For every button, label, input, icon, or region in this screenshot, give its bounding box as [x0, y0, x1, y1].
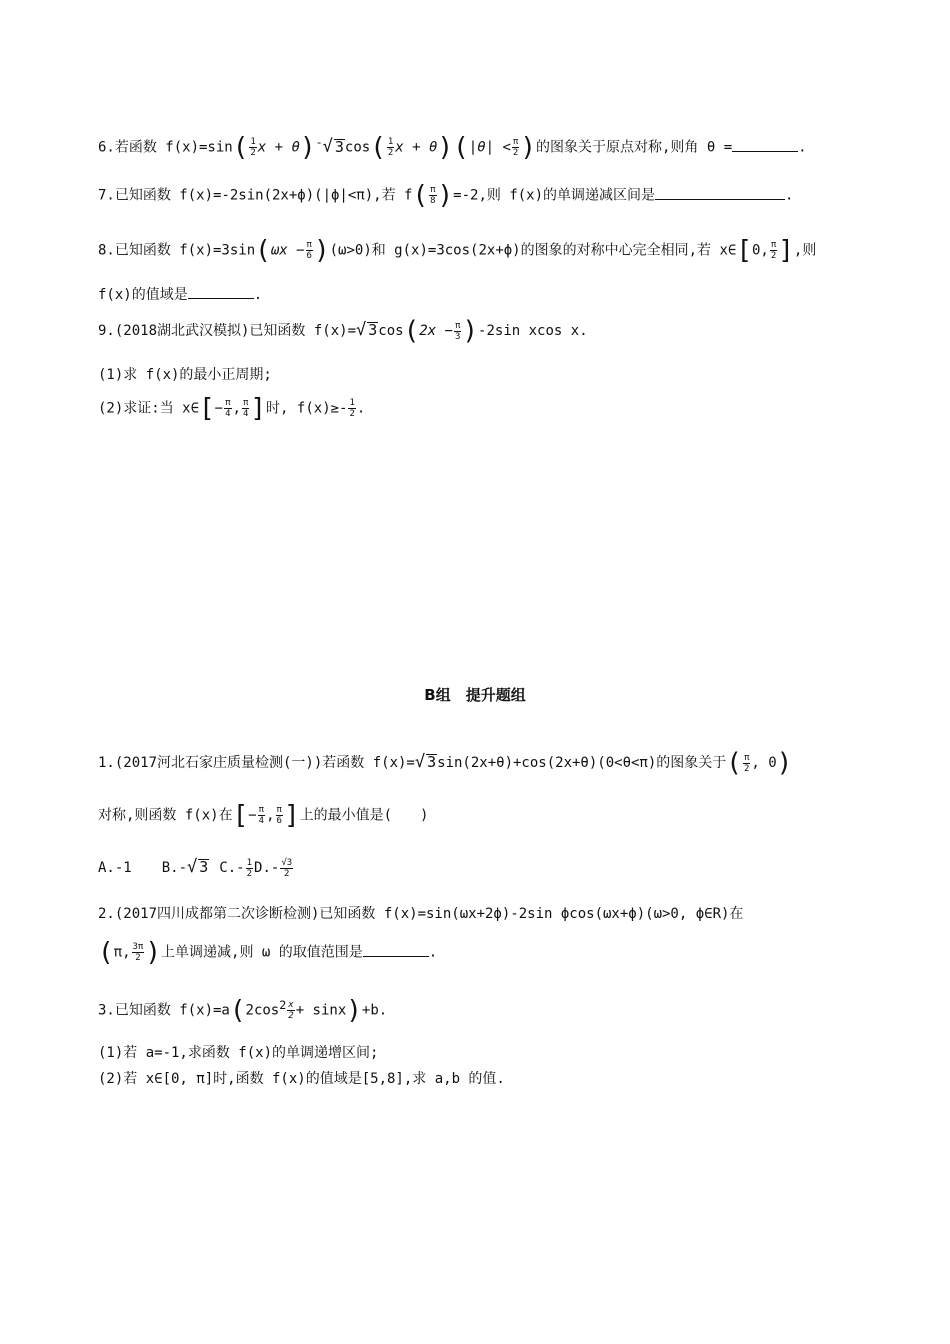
- q9-lead: 9.(2018湖北武汉模拟)已知函数 f(x)=: [98, 323, 357, 339]
- answer-blank[interactable]: [732, 138, 798, 152]
- q6-cos: cos: [344, 139, 371, 156]
- fraction: $\frac{\pi}{4}$: [242, 398, 249, 419]
- fraction: $\frac{\pi}{6}$: [306, 240, 312, 261]
- q8-interval: 0,: [751, 242, 769, 259]
- q6-minus: -: [315, 135, 323, 149]
- radical-icon: √: [187, 857, 198, 877]
- q8-arg: ωx −: [270, 242, 305, 259]
- fraction: $\frac{x}{2}$: [288, 1000, 294, 1022]
- answer-blank[interactable]: [188, 285, 254, 299]
- question-8-line-2: f(x)的值域是 .: [98, 287, 263, 303]
- b-question-1-line-2: 对称,则函数 f(x)在[− $\frac{\pi}{4}$ , $\frac{\pi}{6}$ ]上的最小值是( ): [98, 800, 429, 831]
- question-9-part-1: (1)求 f(x)的最小正周期;: [98, 367, 272, 383]
- radical-icon: √: [322, 136, 333, 157]
- paren: (: [232, 132, 249, 163]
- question-9: 9.(2018湖北武汉模拟)已知函数 f(x)=√ 3cos(2x − $\frac{\pi}{3}$ )-2sin xcos x.: [98, 316, 588, 346]
- sqrt-value: 3: [368, 321, 378, 339]
- q7-lead: 7.已知函数 f(x)=-2sin(2x+ϕ)(|ϕ|<π),若 f: [98, 187, 413, 204]
- fraction: $\frac{\pi}{3}$: [454, 320, 461, 342]
- fraction: $\frac{\pi}{2}$: [770, 240, 777, 261]
- q8-tail: ,则: [793, 242, 817, 259]
- q6-tail: 的图象关于原点对称,则角 θ =: [536, 139, 733, 156]
- fraction: $\frac{1}{2}$: [250, 137, 256, 159]
- fraction: $\frac{\pi}{8}$: [430, 185, 436, 206]
- sqrt-value: 3: [427, 753, 437, 771]
- fraction: $\frac{1}{2}$: [349, 398, 355, 419]
- fraction: $\frac{\pi}{4}$: [225, 398, 231, 419]
- option-b[interactable]: B.-√ 3: [161, 857, 209, 877]
- fraction: $\frac{1}{2}$: [387, 137, 394, 159]
- b-question-2-line-2: (π, $\frac{3\pi}{2}$ )上单调递减,则 ω 的取值范围是 .: [98, 937, 438, 968]
- question-9-part-2: (2)求证:当 x∈[− $\frac{\pi}{4}$ , $\frac{\pi}{4}$ ]时, f(x)≥- $\frac{1}{2}$ .: [98, 393, 366, 424]
- q8-mid: (ω>0)和 g(x)=3cos(2x+ϕ)的图象的对称中心完全相同,若 x∈: [329, 242, 737, 259]
- b-question-2: 2.(2017四川成都第二次诊断检测)已知函数 f(x)=sin(ωx+2ϕ)-2sin ϕcos(ωx+ϕ)(ω>0, ϕ∈R)在: [98, 906, 744, 922]
- q8-lead: 8.已知函数 f(x)=3sin: [98, 242, 256, 259]
- q7-tail: =-2,则 f(x)的单调递减区间是: [453, 187, 656, 204]
- option-d[interactable]: D.- $\frac{√3}{2}$: [254, 857, 293, 879]
- b-question-3-part-1: (1)若 a=-1,求函数 f(x)的单调递增区间;: [98, 1045, 379, 1061]
- question-7: 7.已知函数 f(x)=-2sin(2x+ϕ)(|ϕ|<π),若 f( $\frac{\pi}{8}$ )=-2,则 f(x)的单调递减区间是 .: [98, 180, 794, 211]
- q6-lead: 6.若函数 f(x)=sin: [98, 139, 233, 156]
- q6-condition: |θ| <: [468, 139, 511, 156]
- q6-arg2: x + θ: [395, 139, 438, 156]
- q8-line2: f(x)的值域是: [98, 287, 188, 303]
- fraction: $\frac{\pi}{2}$: [512, 137, 519, 159]
- fraction: $\frac{\pi}{2}$: [743, 752, 750, 774]
- fraction: $\frac{\pi}{4}$: [258, 805, 265, 826]
- b-question-1: 1.(2017河北石家庄质量检测(一))若函数 f(x)=√ 3sin(2x+θ)+cos(2x+θ)(0<θ<π)的图象关于( $\frac{\pi}{2}$ , 0): [98, 748, 793, 778]
- radical-icon: √: [414, 752, 426, 772]
- b-question-1-options: [98, 857, 294, 879]
- answer-blank[interactable]: [655, 186, 785, 200]
- q9-arg: 2x −: [419, 323, 453, 339]
- b-question-3-part-2: (2)若 x∈[0, π]时,函数 f(x)的值域是[5,8],求 a,b 的值.: [98, 1071, 505, 1087]
- radical-icon: √: [356, 320, 367, 340]
- q6-arg1: x + θ: [257, 139, 300, 156]
- fraction: $\frac{\pi}{6}$: [276, 805, 282, 826]
- question-6: 6.若函数 f(x)=sin( $\frac{1}{2}$ x + θ)-√ 3cos( $\frac{1}{2}$ x + θ)(|θ| < $\frac{\pi}{2}$ )的图象关于原点对称,则角 θ = .: [98, 132, 807, 163]
- option-a[interactable]: A.-1: [98, 860, 132, 876]
- fraction: $\frac{3\pi}{2}$: [132, 942, 144, 963]
- answer-blank[interactable]: [363, 943, 429, 957]
- question-8: 8.已知函数 f(x)=3sin(ωx − $\frac{\pi}{6}$ )(ω>0)和 g(x)=3cos(2x+ϕ)的图象的对称中心完全相同,若 x∈[0, $\frac{\pi}{2}$ ],则: [98, 235, 817, 266]
- section-b-heading: B组 提升题组: [424, 686, 526, 704]
- b-question-3: 3.已知函数 $f(x)=a(2\cos^2$ $\frac{x}{2}$ + sinx)+b.: [98, 995, 388, 1026]
- sqrt-value: 3: [334, 137, 344, 156]
- q9-tail: -2sin xcos x.: [478, 323, 588, 339]
- option-c[interactable]: C.- $\frac{1}{2}$: [219, 857, 253, 879]
